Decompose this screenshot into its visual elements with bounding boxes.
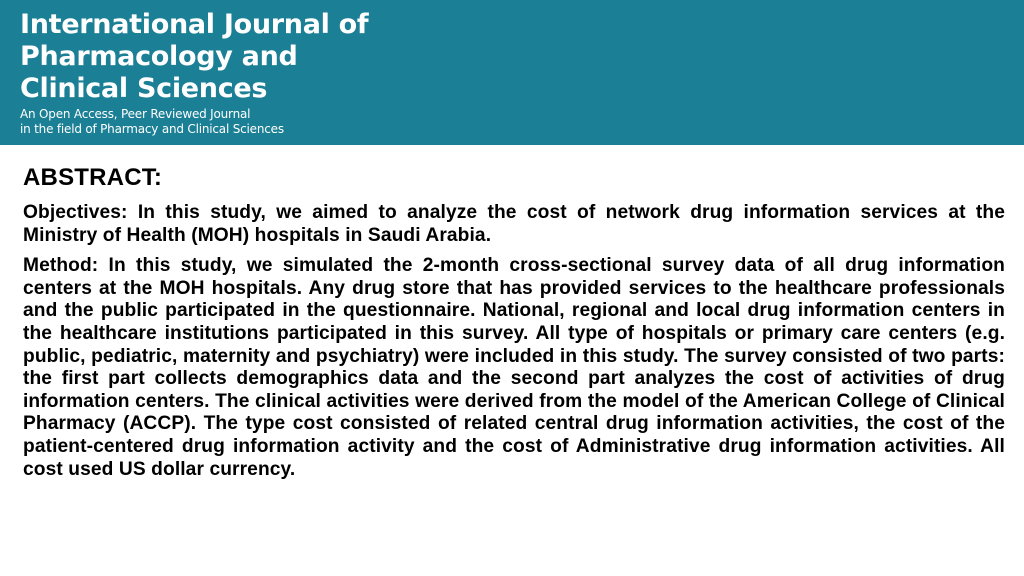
objectives-text: In this study, we aimed to analyze the cost of network drug information services at the Ministry of Health (MOH) hospitals in Saudi Arabia. bbox=[23, 202, 1006, 246]
abstract-section bbox=[23, 162, 1005, 489]
method-paragraph bbox=[23, 255, 1005, 481]
journal-header-banner bbox=[0, 0, 1024, 145]
method-label: Method: bbox=[23, 255, 99, 277]
journal-title-line: Pharmacology and bbox=[20, 41, 298, 72]
journal-title bbox=[20, 9, 368, 105]
journal-title-line: International Journal of bbox=[20, 9, 369, 40]
abstract-heading: ABSTRACT: bbox=[23, 164, 163, 191]
journal-tagline bbox=[20, 107, 284, 137]
journal-title-line: Clinical Sciences bbox=[20, 73, 268, 104]
journal-tagline-line: in the field of Pharmacy and Clinical Sciences bbox=[20, 122, 284, 136]
method-text: In this study, we simulated the 2-month cross-sectional survey data of all drug information centers at the MOH hospitals. Any drug store that has provided services to the healthcare professionals and the public participated in the questionnaire. National, regional and local drug information centers in the healthcare institutions participated in this survey. All type of hospitals or primary care centers (e.g. public, pediatric, maternity and psychiatry) were included in this study. The survey consisted of two parts: the first part collects demographics data and the second part analyzes the cost of activities of drug information centers. The clinical activities were derived from the model of the American College of Clinical Pharmacy (ACCP). The type cost consisted of related central drug information activities, the cost of the patient-centered drug information activity and the cost of Administrative drug information activities. All cost used US dollar currency. bbox=[23, 255, 1005, 480]
journal-tagline-line: An Open Access, Peer Reviewed Journal bbox=[20, 107, 251, 121]
objectives-label: Objectives: bbox=[23, 202, 128, 223]
objectives-paragraph bbox=[23, 202, 1005, 247]
